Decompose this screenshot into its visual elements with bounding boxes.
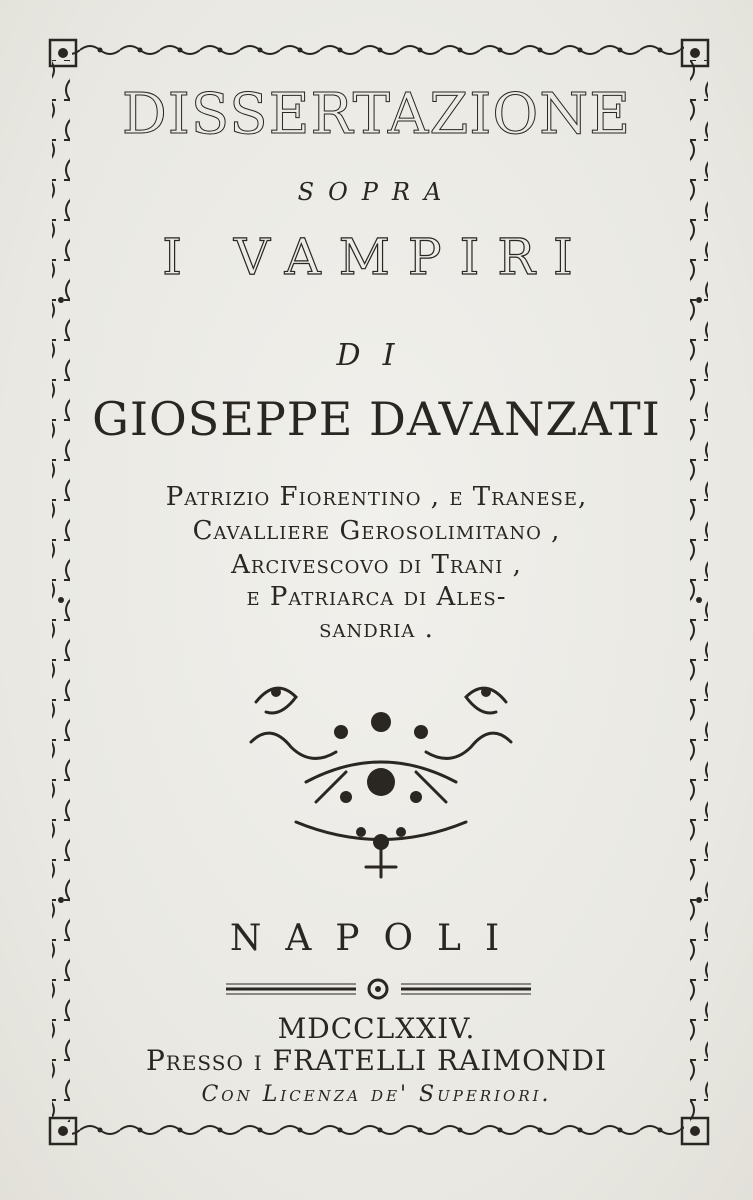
author-title-line: sandria . <box>319 614 434 644</box>
book-subject: I VAMPIRI <box>162 228 591 286</box>
decorative-rule <box>226 976 531 1002</box>
author-title-line: Patrizio Fiorentino , e Tranese, <box>165 482 588 512</box>
author-title-line: e Patriarca di Ales- <box>246 582 507 612</box>
connective-sopra: SOPRA <box>297 178 456 206</box>
connective-di: DI <box>336 338 417 373</box>
imprint-year: MDCCLXXIV. <box>277 1012 476 1045</box>
author-title-line: Cavalliere Gerosolimitano , <box>192 516 561 546</box>
author-title-line: Arcivescovo di Trani , <box>231 550 522 580</box>
imprint-license: Con Licenza de' Superiori. <box>201 1082 552 1107</box>
floral-vignette-ornament <box>236 672 526 882</box>
book-title: DISSERTAZIONE <box>121 82 632 147</box>
author-name: GIOSEPPE DAVANZATI <box>92 392 661 446</box>
imprint-printer: Presso i FRATELLI RAIMONDI <box>145 1044 608 1077</box>
imprint-place: NAPOLI <box>229 918 524 959</box>
